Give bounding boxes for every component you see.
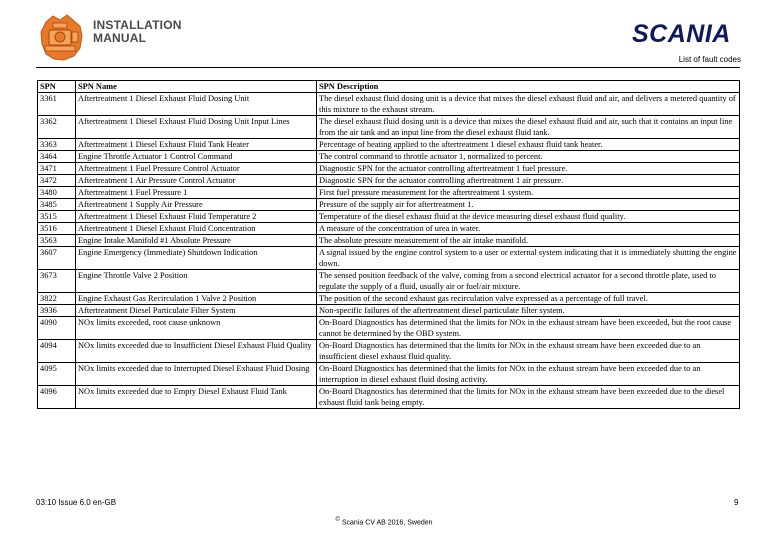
spn-cell: 4094 [38,340,76,363]
spn-name-cell: NOx limits exceeded, root cause unknown [76,317,317,340]
table-row [38,363,740,386]
spn-description-cell: Temperature of the diesel exhaust fluid at the device measuring diesel exhaust fluid quality. [317,211,740,223]
spn-description-cell: The sensed position feedback of the valve, coming from a second electrical actuator for a second throttle plate, used to regulate the supply of a fluid, usually air or fuel/air mixture. [317,270,740,293]
table-row [38,317,740,340]
spn-description-cell: Diagnostic SPN for the actuator controlling aftertreatment 1 fuel pressure. [317,163,740,175]
spn-description-cell: Percentage of heating applied to the aftertreatment 1 diesel exhaust fluid tank heater. [317,139,740,151]
spn-name-cell: Aftertreatment 1 Supply Air Pressure [76,199,317,211]
spn-name-cell: Aftertreatment 1 Diesel Exhaust Fluid Dosing Unit [76,93,317,116]
spn-description-cell: A measure of the concentration of urea in water. [317,223,740,235]
spn-description-cell: The diesel exhaust fluid dosing unit is a device that mixes the diesel exhaust fluid and air, such that it contains an input line from the air tank and an input line from the diesel exhaust fluid tank. [317,116,740,139]
spn-name-cell: Aftertreatment 1 Diesel Exhaust Fluid Dosing Unit Input Lines [76,116,317,139]
spn-description-cell: The absolute pressure measurement of the air intake manifold. [317,235,740,247]
table-row [38,175,740,187]
spn-name-cell: Engine Throttle Actuator 1 Control Command [76,151,317,163]
spn-cell: 3464 [38,151,76,163]
spn-name-cell: Aftertreatment 1 Fuel Pressure Control Actuator [76,163,317,175]
fault-code-table [37,80,740,409]
spn-cell: 3480 [38,187,76,199]
spn-cell: 3472 [38,175,76,187]
spn-description-cell: Diagnostic SPN for the actuator controlling aftertreatment 1 air pressure. [317,175,740,187]
spn-name-cell: Aftertreatment 1 Diesel Exhaust Fluid Tank Heater [76,139,317,151]
spn-cell: 3673 [38,270,76,293]
spn-cell: 4090 [38,317,76,340]
table-row [38,270,740,293]
spn-cell: 3822 [38,293,76,305]
table-row [38,93,740,116]
spn-name-cell: Aftertreatment 1 Diesel Exhaust Fluid Temperature 2 [76,211,317,223]
spn-name-cell: Engine Exhaust Gas Recirculation 1 Valve 2 Position [76,293,317,305]
brand-logo: SCANIA [632,20,731,48]
spn-cell: 3936 [38,305,76,317]
column-header-spn-description: SPN Description [317,81,740,93]
spn-name-cell: NOx limits exceeded due to Empty Diesel Exhaust Fluid Tank [76,386,317,409]
spn-name-cell: Aftertreatment 1 Fuel Pressure 1 [76,187,317,199]
spn-name-cell: Engine Intake Manifold #1 Absolute Pressure [76,235,317,247]
spn-name-cell: Aftertreatment 1 Air Pressure Control Actuator [76,175,317,187]
spn-name-cell: Aftertreatment 1 Diesel Exhaust Fluid Concentration [76,223,317,235]
issue-label: 03:10 Issue 6.0 en-GB [36,498,117,507]
copyright-notice [0,517,768,526]
spn-cell: 4095 [38,363,76,386]
spn-cell: 4096 [38,386,76,409]
spn-description-cell: The position of the second exhaust gas recirculation valve expressed as a percentage of full travel. [317,293,740,305]
table-row [38,151,740,163]
table-header-row [38,81,740,93]
spn-description-cell: On-Board Diagnostics has determined that the limits for NOx in the exhaust stream have been exceeded, but the root cause cannot be determined by the OBD system. [317,317,740,340]
spn-cell: 3471 [38,163,76,175]
section-title: List of fault codes [678,55,741,64]
copyright-symbol: © [335,517,340,523]
spn-description-cell: Pressure of the supply air for aftertreatment 1. [317,199,740,211]
spn-cell: 3361 [38,93,76,116]
spn-cell: 3607 [38,247,76,270]
spn-description-cell: Non-specific failures of the aftertreatment diesel particulate filter system. [317,305,740,317]
spn-cell: 3362 [38,116,76,139]
table-row [38,163,740,175]
table-row [38,235,740,247]
table-row [38,211,740,223]
engine-logo-icon [36,10,86,64]
column-header-spn-name: SPN Name [76,81,317,93]
manual-title [93,19,182,45]
table-row [38,223,740,235]
spn-description-cell: First fuel pressure measurement for the aftertreatment 1 system. [317,187,740,199]
copyright-text: Scania CV AB 2016, Sweden [341,519,433,527]
spn-name-cell: Aftertreatment Diesel Particulate Filter System [76,305,317,317]
spn-cell: 3516 [38,223,76,235]
spn-name-cell: NOx limits exceeded due to Interrupted Diesel Exhaust Fluid Dosing [76,363,317,386]
spn-description-cell: The diesel exhaust fluid dosing unit is a device that mixes the diesel exhaust fluid and air, and delivers a metered quantity of this mixture to the exhaust stream. [317,93,740,116]
spn-name-cell: Engine Emergency (Immediate) Shutdown Indication [76,247,317,270]
table-row [38,305,740,317]
table-row [38,116,740,139]
spn-cell: 3363 [38,139,76,151]
spn-description-cell: On-Board Diagnostics has determined that the limits for NOx in the exhaust stream have been exceeded due to the diesel exhaust fluid tank being empty. [317,386,740,409]
spn-description-cell: The control command to throttle actuator 1, normalized to percent. [317,151,740,163]
table-row [38,187,740,199]
spn-cell: 3563 [38,235,76,247]
page-number: 9 [734,498,739,507]
table-row [38,340,740,363]
manual-title-line2: MANUAL [93,31,147,45]
column-header-spn: SPN [38,81,76,93]
spn-name-cell: Engine Throttle Valve 2 Position [76,270,317,293]
table-row [38,139,740,151]
spn-description-cell: A signal issued by the engine control system to a user or external system indicating that it is immediately shutting the engine down. [317,247,740,270]
spn-description-cell: On-Board Diagnostics has determined that the limits for NOx in the exhaust stream have been exceeded due to an insufficient diesel exhaust fluid quality. [317,340,740,363]
manual-title-line1: INSTALLATION [93,18,182,32]
spn-description-cell: On-Board Diagnostics has determined that the limits for NOx in the exhaust stream have been exceeded due to an interruption in diesel exhaust fluid dosing activity. [317,363,740,386]
table-row [38,247,740,270]
spn-name-cell: NOx limits exceeded due to Insufficient Diesel Exhaust Fluid Quality [76,340,317,363]
spn-cell: 3515 [38,211,76,223]
header-divider [36,67,740,68]
spn-cell: 3485 [38,199,76,211]
table-row [38,386,740,409]
table-row [38,293,740,305]
table-row [38,199,740,211]
